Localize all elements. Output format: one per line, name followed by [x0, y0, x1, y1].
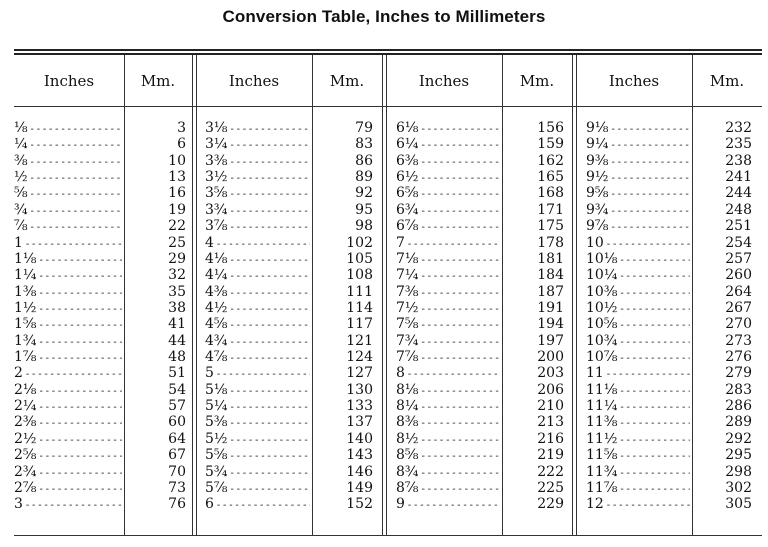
inches-value: 4⅞ - - - [205, 349, 310, 365]
table-row [0, 120, 768, 136]
inches-value: 5¼ - - - [205, 398, 310, 414]
header-inches: Inches [418, 72, 470, 90]
top-rule [14, 49, 762, 51]
table-row [0, 267, 768, 283]
inches-value: 8½ - - - [396, 431, 500, 447]
mm-value: 216 [537, 430, 564, 447]
mm-value: 3 [177, 120, 186, 136]
inches-value: 1⅞ - - - [14, 349, 122, 365]
inches-value: 7¼ - - - [396, 267, 500, 283]
inches-value: 9 - - - [396, 496, 500, 512]
mm-value: 191 [537, 299, 564, 316]
inches-value: 9⅛ - - - [586, 120, 690, 136]
table-row [0, 333, 768, 349]
mm-value: 241 [725, 169, 752, 186]
mm-value: 264 [725, 283, 752, 300]
inches-value: 5½ - - - [205, 431, 310, 447]
table-row [0, 431, 768, 447]
inches-value: 8¼ - - - [396, 398, 500, 414]
mm-value: 292 [725, 430, 752, 447]
inches-value: ¼ - - - [14, 136, 122, 152]
mm-value: 124 [346, 349, 373, 366]
mm-value: 29 [168, 250, 186, 267]
inches-value: 1⅝ - - - [14, 316, 122, 332]
inches-value: 7⅛ - - - [396, 251, 500, 267]
inches-value: 3¼ - - - [205, 136, 310, 152]
mm-value: 76 [168, 496, 186, 513]
inches-value: 5⅛ - - - [205, 382, 310, 398]
table-row [0, 447, 768, 463]
inches-value: 9½ - - - [586, 169, 690, 185]
mm-value: 105 [346, 250, 373, 267]
inches-value: 9⅞ - - - [586, 218, 690, 234]
inches-value: 8 - - - [396, 365, 500, 381]
inches-value: 11¾ - - - [586, 464, 690, 480]
mm-value: 86 [355, 152, 373, 169]
mm-value: 210 [537, 398, 564, 415]
mm-value: 206 [537, 381, 564, 398]
inches-value: 11½ - - - [586, 431, 690, 447]
mm-value: 286 [725, 398, 752, 415]
inches-value: 1⅛ - - - [14, 251, 122, 267]
table-row [0, 349, 768, 365]
inches-value: 6 - - - [205, 496, 310, 512]
inches-value: 2⅝ - - - [14, 447, 122, 463]
inches-value: 2⅞ - - - [14, 480, 122, 496]
inches-value: 6⅛ - - - [396, 120, 500, 136]
inches-value: ⅛ - - - [14, 120, 122, 136]
inches-value: ⅞ - - - [14, 218, 122, 234]
mm-value: 89 [355, 169, 373, 186]
inches-value: 11⅞ - - - [586, 480, 690, 496]
mm-value: 251 [725, 218, 752, 235]
inches-value: 7⅞ - - - [396, 349, 500, 365]
inches-value: 3 - - - [14, 496, 122, 512]
mm-value: 48 [168, 349, 186, 366]
inches-value: 5¾ - - - [205, 464, 310, 480]
mm-value: 10 [168, 152, 186, 169]
inches-value: 2¼ - - - [14, 398, 122, 414]
inches-value: 3⅝ - - - [205, 185, 310, 201]
mm-value: 67 [168, 447, 186, 464]
mm-value: 79 [355, 120, 373, 136]
mm-value: 16 [168, 185, 186, 202]
mm-value: 60 [168, 414, 186, 431]
header-mm: Mm. [519, 72, 555, 90]
inches-value: ⅝ - - - [14, 185, 122, 201]
table-row [0, 235, 768, 251]
mm-value: 44 [168, 332, 186, 349]
table-row [0, 300, 768, 316]
mm-value: 203 [537, 365, 564, 382]
mm-value: 283 [725, 381, 752, 398]
header-mm: Mm. [709, 72, 745, 90]
mm-value: 57 [168, 398, 186, 415]
mm-value: 279 [725, 365, 752, 382]
inches-value: ⅜ - - - [14, 153, 122, 169]
inches-value: 7 - - - [396, 235, 500, 251]
inches-value: 1¾ - - - [14, 333, 122, 349]
inches-value: 6¾ - - - [396, 202, 500, 218]
inches-value: ¾ - - - [14, 202, 122, 218]
mm-value: 244 [725, 185, 752, 202]
inches-value: 10¼ - - - [586, 267, 690, 283]
inches-value: 3⅛ - - - [205, 120, 310, 136]
inches-value: 4⅝ - - - [205, 316, 310, 332]
mm-value: 238 [725, 152, 752, 169]
mm-value: 41 [168, 316, 186, 333]
mm-value: 168 [537, 185, 564, 202]
column-group-4 [0, 120, 768, 513]
mm-value: 248 [725, 201, 752, 218]
mm-value: 70 [168, 463, 186, 480]
table-row [0, 365, 768, 381]
inches-value: 10½ - - - [586, 300, 690, 316]
inches-value: 4 - - - [205, 235, 310, 251]
mm-value: 276 [725, 349, 752, 366]
mm-value: 22 [168, 218, 186, 235]
inches-value: 6⅞ - - - [396, 218, 500, 234]
inches-value: 5⅝ - - - [205, 447, 310, 463]
mm-value: 235 [725, 136, 752, 153]
mm-value: 102 [346, 234, 373, 251]
table-row [0, 153, 768, 169]
inches-value: 6¼ - - - [396, 136, 500, 152]
mm-value: 197 [537, 332, 564, 349]
header-rule [14, 106, 762, 107]
table-row [0, 251, 768, 267]
inches-value: 8⅞ - - - [396, 480, 500, 496]
mm-value: 19 [168, 201, 186, 218]
top-rule-double [14, 53, 762, 55]
mm-value: 51 [168, 365, 186, 382]
inches-value: 7½ - - - [396, 300, 500, 316]
mm-value: 295 [725, 447, 752, 464]
inches-value: 6⅜ - - - [396, 153, 500, 169]
inches-value: 12 - - - [586, 496, 690, 512]
inches-value: 4⅜ - - - [205, 284, 310, 300]
inches-value: 6⅝ - - - [396, 185, 500, 201]
mm-value: 117 [346, 316, 373, 333]
inches-value: 5⅜ - - - [205, 414, 310, 430]
inches-value: 11 - - - [586, 365, 690, 381]
inches-value: 5 - - - [205, 365, 310, 381]
inches-value: 5⅞ - - - [205, 480, 310, 496]
mm-value: 273 [725, 332, 752, 349]
inches-value: 6½ - - - [396, 169, 500, 185]
mm-value: 162 [537, 152, 564, 169]
inches-value: 1⅜ - - - [14, 284, 122, 300]
mm-value: 156 [537, 120, 564, 136]
mm-value: 187 [537, 283, 564, 300]
mm-value: 114 [346, 299, 373, 316]
mm-value: 13 [168, 169, 186, 186]
mm-value: 270 [725, 316, 752, 333]
inches-value: 1¼ - - - [14, 267, 122, 283]
inches-value: 2⅛ - - - [14, 382, 122, 398]
mm-value: 200 [537, 349, 564, 366]
mm-value: 111 [346, 283, 373, 300]
inches-value: 10¾ - - - [586, 333, 690, 349]
table-row [0, 185, 768, 201]
inches-value: 1 - - - [14, 235, 122, 251]
table-row [0, 398, 768, 414]
table-row [0, 284, 768, 300]
mm-value: 95 [355, 201, 373, 218]
inches-value: 3⅜ - - - [205, 153, 310, 169]
bottom-rule [14, 535, 762, 536]
mm-value: 305 [725, 496, 752, 513]
mm-value: 83 [355, 136, 373, 153]
inches-value: 11¼ - - - [586, 398, 690, 414]
inches-value: 4½ - - - [205, 300, 310, 316]
mm-value: 64 [168, 430, 186, 447]
inches-value: 2½ - - - [14, 431, 122, 447]
inches-value: 9¾ - - - [586, 202, 690, 218]
inches-value: 2 - - - [14, 365, 122, 381]
inches-value: 3⅞ - - - [205, 218, 310, 234]
header-inches: Inches [43, 72, 95, 90]
inches-value: 10⅝ - - - [586, 316, 690, 332]
mm-value: 178 [537, 234, 564, 251]
inches-value: 3¾ - - - [205, 202, 310, 218]
inches-value: 11⅜ - - - [586, 414, 690, 430]
inches-value: ½ - - - [14, 169, 122, 185]
mm-value: 92 [355, 185, 373, 202]
mm-value: 133 [346, 398, 373, 415]
header-inches: Inches [608, 72, 660, 90]
mm-value: 267 [725, 299, 752, 316]
mm-value: 257 [725, 250, 752, 267]
mm-value: 181 [537, 250, 564, 267]
inches-value: 11⅝ - - - [586, 447, 690, 463]
mm-value: 152 [346, 496, 373, 513]
mm-value: 302 [725, 479, 752, 496]
mm-value: 54 [168, 381, 186, 398]
mm-value: 35 [168, 283, 186, 300]
mm-value: 108 [346, 267, 373, 284]
inches-value: 11⅛ - - - [586, 382, 690, 398]
mm-value: 140 [346, 430, 373, 447]
mm-value: 159 [537, 136, 564, 153]
mm-value: 98 [355, 218, 373, 235]
inches-value: 7⅜ - - - [396, 284, 500, 300]
mm-value: 6 [177, 136, 186, 153]
inches-value: 8⅝ - - - [396, 447, 500, 463]
inches-value: 8⅛ - - - [396, 382, 500, 398]
mm-value: 171 [537, 201, 564, 218]
mm-value: 73 [168, 479, 186, 496]
inches-value: 3½ - - - [205, 169, 310, 185]
inches-value: 4¾ - - - [205, 333, 310, 349]
mm-value: 149 [346, 479, 373, 496]
mm-value: 225 [537, 479, 564, 496]
table-row [0, 480, 768, 496]
inches-value: 2⅜ - - - [14, 414, 122, 430]
mm-value: 194 [537, 316, 564, 333]
mm-value: 219 [537, 447, 564, 464]
inches-value: 10 - - - [586, 235, 690, 251]
mm-value: 175 [537, 218, 564, 235]
inches-value: 10⅞ - - - [586, 349, 690, 365]
header-mm: Mm. [140, 72, 176, 90]
inches-value: 10⅜ - - - [586, 284, 690, 300]
mm-value: 38 [168, 299, 186, 316]
mm-value: 32 [168, 267, 186, 284]
inches-value: 9⅝ - - - [586, 185, 690, 201]
page-title: Conversion Table, Inches to Millimeters [222, 7, 546, 26]
mm-value: 298 [725, 463, 752, 480]
mm-value: 254 [725, 234, 752, 251]
mm-value: 165 [537, 169, 564, 186]
table-row [0, 316, 768, 332]
mm-value: 143 [346, 447, 373, 464]
table-row [0, 496, 768, 512]
table-row [0, 202, 768, 218]
mm-value: 222 [537, 463, 564, 480]
mm-value: 127 [346, 365, 373, 382]
inches-value: 10⅛ - - - [586, 251, 690, 267]
inches-value: 7¾ - - - [396, 333, 500, 349]
inches-value: 4¼ - - - [205, 267, 310, 283]
inches-value: 7⅝ - - - [396, 316, 500, 332]
mm-value: 130 [346, 381, 373, 398]
inches-value: 8¾ - - - [396, 464, 500, 480]
mm-value: 229 [537, 496, 564, 513]
table-row [0, 169, 768, 185]
inches-value: 4⅛ - - - [205, 251, 310, 267]
mm-value: 25 [168, 234, 186, 251]
table-row [0, 414, 768, 430]
header-inches: Inches [228, 72, 280, 90]
mm-value: 137 [346, 414, 373, 431]
inches-value: 1½ - - - [14, 300, 122, 316]
mm-value: 289 [725, 414, 752, 431]
inches-value: 9⅜ - - - [586, 153, 690, 169]
table-row [0, 382, 768, 398]
mm-value: 213 [537, 414, 564, 431]
mm-value: 232 [725, 120, 752, 136]
header-mm: Mm. [329, 72, 365, 90]
table-row [0, 464, 768, 480]
mm-value: 184 [537, 267, 564, 284]
inches-value: 2¾ - - - [14, 464, 122, 480]
mm-value: 121 [346, 332, 373, 349]
table-row [0, 218, 768, 234]
inches-value: 8⅜ - - - [396, 414, 500, 430]
mm-value: 260 [725, 267, 752, 284]
table-row [0, 136, 768, 152]
mm-value: 146 [346, 463, 373, 480]
inches-value: 9¼ - - - [586, 136, 690, 152]
